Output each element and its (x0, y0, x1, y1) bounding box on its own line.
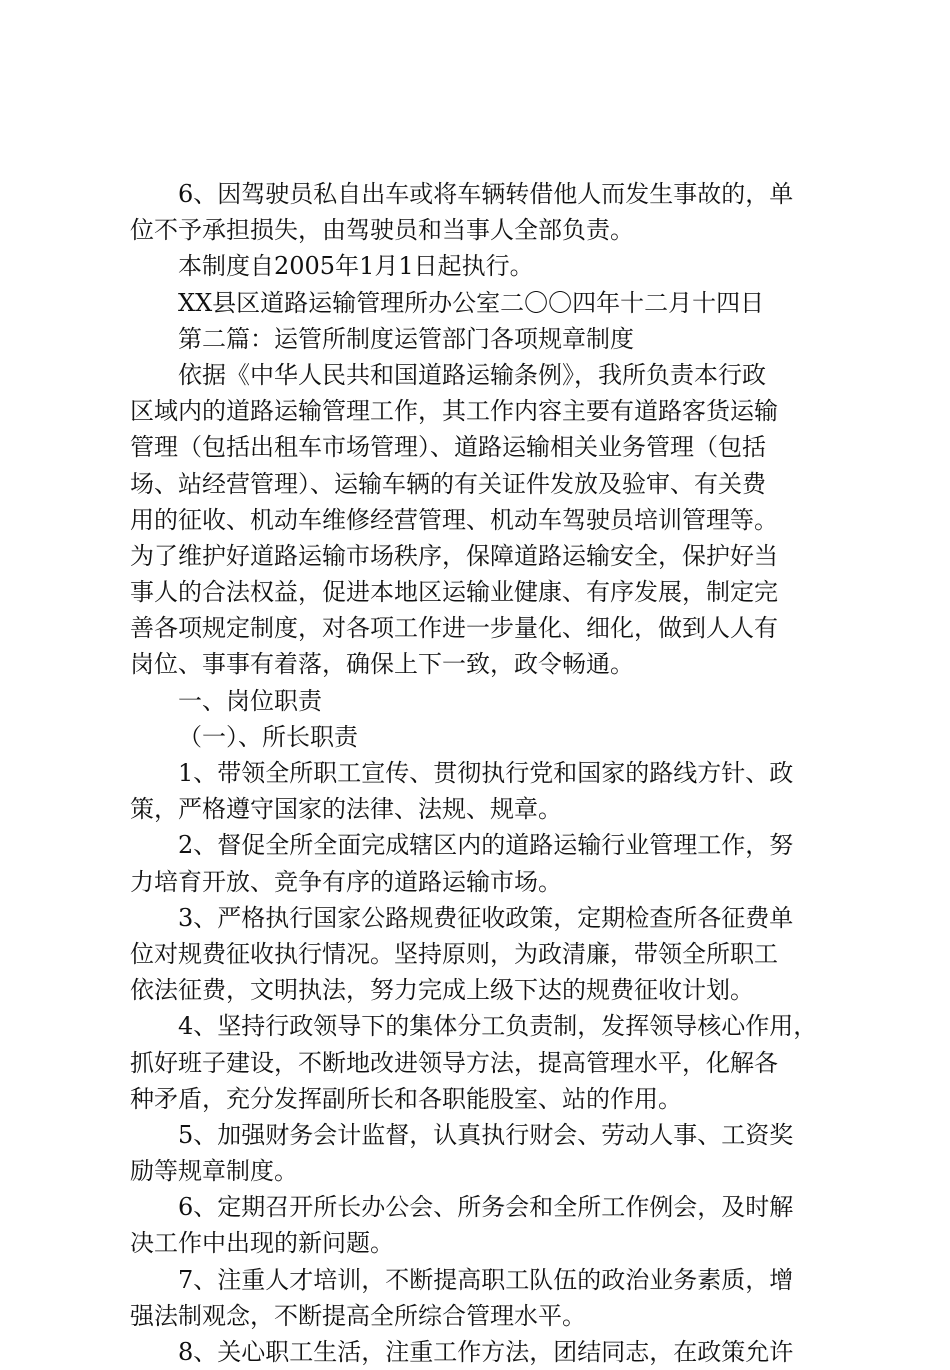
effective-date-line: 本制度自2005年1月1日起执行。 (178, 252, 534, 281)
subsection-heading: （一）、所长职责 (178, 722, 358, 751)
paragraph-line: 依据《中华人民共和国道路运输条例》，我所负责本行政 (178, 360, 766, 389)
section-heading: 一、岗位职责 (178, 686, 322, 715)
chapter-heading: 第二篇：运管所制度运管部门各项规章制度 (178, 324, 634, 353)
list-item-line: 5、加强财务会计监督，认真执行财会、劳动人事、工资奖 (178, 1120, 794, 1149)
list-item-line: 8、关心职工生活，注重工作方法，团结同志，在政策允许 (178, 1338, 794, 1366)
paragraph-line: 区域内的道路运输管理工作，其工作内容主要有道路客货运输 (130, 397, 778, 426)
list-item-line: 7、注重人才培训，不断提高职工队伍的政治业务素质，增 (178, 1265, 794, 1294)
paragraph-line: 岗位、事事有着落，确保上下一致，政令畅通。 (130, 650, 634, 679)
list-item-line: 6、定期召开所长办公会、所务会和全所工作例会，及时解 (178, 1193, 794, 1222)
document-body (130, 176, 830, 1370)
list-item-line: 决工作中出现的新问题。 (130, 1229, 394, 1258)
list-item-line: 励等规章制度。 (130, 1157, 298, 1186)
paragraph-line: 场、站经营管理）、运输车辆的有关证件发放及验审、有关费 (130, 469, 766, 498)
list-item-line: 强法制观念，不断提高全所综合管理水平。 (130, 1301, 586, 1330)
list-item-line: 依法征费，文明执法，努力完成上级下达的规费征收计划。 (130, 976, 754, 1005)
list-item-line: 种矛盾，充分发挥副所长和各职能股室、站的作用。 (130, 1084, 682, 1113)
paragraph-line: 管理（包括出租车市场管理）、道路运输相关业务管理（包括 (130, 433, 766, 462)
list-item-line: 2、督促全所全面完成辖区内的道路运输行业管理工作，努 (178, 831, 794, 860)
paragraph-line: 位不予承担损失，由驾驶员和当事人全部负责。 (130, 216, 634, 245)
issuer-date-line: XX县区道路运输管理所办公室二〇〇四年十二月十四日 (178, 288, 765, 317)
list-item-line: 力培育开放、竞争有序的道路运输市场。 (130, 867, 562, 896)
list-item-line: 3、严格执行国家公路规费征收政策，定期检查所各征费单 (178, 903, 794, 932)
list-item-line: 4、坚持行政领导下的集体分工负责制，发挥领导核心作用， (178, 1012, 818, 1041)
paragraph-line: 为了维护好道路运输市场秩序，保障道路运输安全，保护好当 (130, 541, 778, 570)
list-item-line: 策，严格遵守国家的法律、法规、规章。 (130, 795, 562, 824)
paragraph-line: 用的征收、机动车维修经营管理、机动车驾驶员培训管理等。 (130, 505, 778, 534)
paragraph-line: 事人的合法权益，促进本地区运输业健康、有序发展，制定完 (130, 578, 778, 607)
list-item-line: 1、带领全所职工宣传、贯彻执行党和国家的路线方针、政 (178, 759, 794, 787)
paragraph-line: 善各项规定制度，对各项工作进一步量化、细化，做到人人有 (130, 614, 778, 643)
list-item-line: 位对规费征收执行情况。坚持原则，为政清廉，带领全所职工 (130, 939, 778, 968)
list-item-line: 抓好班子建设，不断地改进领导方法，提高管理水平，化解各 (130, 1048, 778, 1077)
paragraph-line: 6、因驾驶员私自出车或将车辆转借他人而发生事故的，单 (178, 180, 794, 208)
